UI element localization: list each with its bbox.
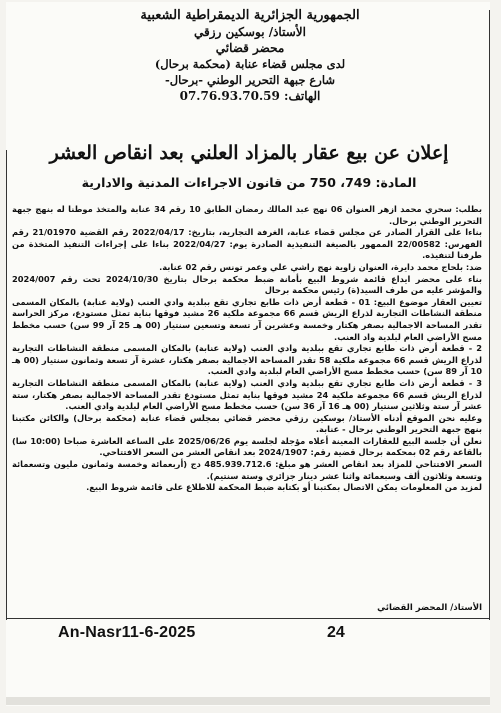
court-name: لدى مجلس قضاء عنابة (محكمة برحال) <box>154 57 346 71</box>
page-number: 24 <box>327 624 345 641</box>
footer-rule <box>6 618 490 619</box>
office-address: شارع جبهة التحرير الوطني -برحال- <box>164 73 335 87</box>
paragraph-session: نعلن أن جلسة البيع للعقارات المعينة أعلاه مؤجلة لجلسة يوم 2025/06/26 على الساعة العاشرة صباحا (10:00 سا) بالقاعة رقم 02 بمحكمة برحال قضية رقم: 2024/1907 بعد انقاص العشر من السعر الافتتاحي. <box>12 435 482 458</box>
paragraph-against: ضد: بلحاج محمد دايرة، العنوان زاوية نهج راشي علي وعمر تونس رقم 02 عنابة. <box>159 261 482 272</box>
bailiff-title: محضر قضائي <box>215 41 285 55</box>
notice-title: إعلان عن بيع عقار بالمزاد العلني بعد انقاص العشر <box>49 142 449 164</box>
phone-line <box>20 88 480 104</box>
paragraph-price: السعر الافتتاحي للمزاد بعد انقاص العشر هو مبلغ: 485.939.712.6 دج (أربعمائة وخمسة وثمانون مليون وتسعمائة وتسعة وثلاثون ألف وسبعمائة واثنا عشر دينار جزائري وستة سنتيم). <box>12 459 482 481</box>
bottom-edge <box>6 697 490 705</box>
paragraph-judgment: بناءا على القرار الصادر عن مجلس قضاء عنابة، الغرفة التجارية، بتاريخ: 2022/04/17 رقم القضية 21/01970 رقم الفهرس: 22/00582 الممهور بالصيغة التنفيذية الصادرة يوم: 2022/04/27 بناءا على إجراءات التنفيذ المتخذة من طرفنا لتنفيذه. <box>12 227 482 261</box>
phone-label: الهاتف: <box>284 89 321 103</box>
signature-line: الأستاذ/ المحضر القضائي <box>377 603 482 613</box>
newspaper-source-date: An-Nasr11-6-2025 <box>58 624 196 641</box>
paragraph-info: لمزيد من المعلومات يمكن الاتصال بمكتبنا أو بكتابة ضبط المحكمة للاطلاع على قائمة شروط البيع. <box>86 482 482 493</box>
page-footer <box>30 624 490 644</box>
column-rule-right <box>489 10 490 620</box>
republic-name: الجمهورية الجزائرية الديمقراطية الشعبية <box>140 8 360 23</box>
notice-subtitle: المادة: 749، 750 من قانون الاجراءات المدنية والادارية <box>81 175 417 190</box>
column-rule-left <box>6 150 7 620</box>
phone-number: 07.76.93.70.59 <box>179 89 280 103</box>
paragraph-property-2: 2 - قطعة أرض ذات طابع تجاري تقع ببلدية وادي العنب (ولاية عنابة) بالمكان المسمى منطقة النشاطات التجارية لذراع الريش قسم 66 مجموعة ملكية 58 تقدر المساحة الاجمالية بصفر هكتار، عشرة آر تسعة وثمانون سنتيار (00 هـ 10 آر 89 سن) حسب مخطط مسح الأراضي العام لبلدية وادي العنب. <box>12 343 482 377</box>
paragraph-bailiff: وعليه نحن الموقع أدناه الأستاذ/ بوسكين رزقي محضر قضائي بمجلس قضاء عنابة (محكمة برحال) والكائن مكتبنا بنهج جبهة التحرير الوطني برحال - عنابة. <box>12 412 482 435</box>
bailiff-name: الأستاذ/ بوسكين رزقي <box>194 25 306 39</box>
notice-body <box>12 204 482 494</box>
paragraph-property-3: 3 - قطعة أرض ذات طابع تجاري تقع ببلدية وادي العنب (ولاية عنابة) بالمكان المسمى منطقة النشاطات التجارية لذراع الريش قسم 66 مجموعة ملكية 24 مشيد فوقها بناية تمثل مستودع تقدر المساحة الاجمالية بصفر هكتار، ستة عشر آر ستة وثلاثين سنتيار (00 هـ 16 آر 36 سن) حسب مخطط مسح الأراضي العام لبلدية وادي العنب. <box>12 377 482 412</box>
notice-header <box>20 8 480 104</box>
paragraph-deposit: بناء على محضر ايداع قائمة شروط البيع بأمانة ضبط محكمة برحال بتاريخ 2024/10/30 تحت رقم 2024/007 والمؤشر عليه من طرف السيد(ة) رئيس محكمة برحال <box>12 273 483 296</box>
paragraph-property-1: تعيين العقار موضوع البيع: 01 - قطعة أرض ذات طابع تجاري تقع ببلدية وادي العنب (ولاية عنابة) بالمكان المسمى منطقة النشاطات التجارية لذراع الريش قسم 66 مجموعة ملكية 26 مشيد فوقها بناية تمثل مستودع، مركز الحراسة تقدر المساحة الاجمالية بصفر هكتار وخمسة وعشرين آر تسعة وتسعين سنتيار (00 هـ 25 آر 99 سن) حسب مخطط مسح الأراضي العام لبلدية واد العنب. <box>12 296 482 342</box>
paragraph-requester: بطلب: سحري محمد ازهر العنوان 06 نهج عبد المالك رمضان الطابق 10 رقم 34 عنابة والمتخذ موطنا له بنهج جبهة التحرير الوطني برحال. <box>12 204 483 226</box>
